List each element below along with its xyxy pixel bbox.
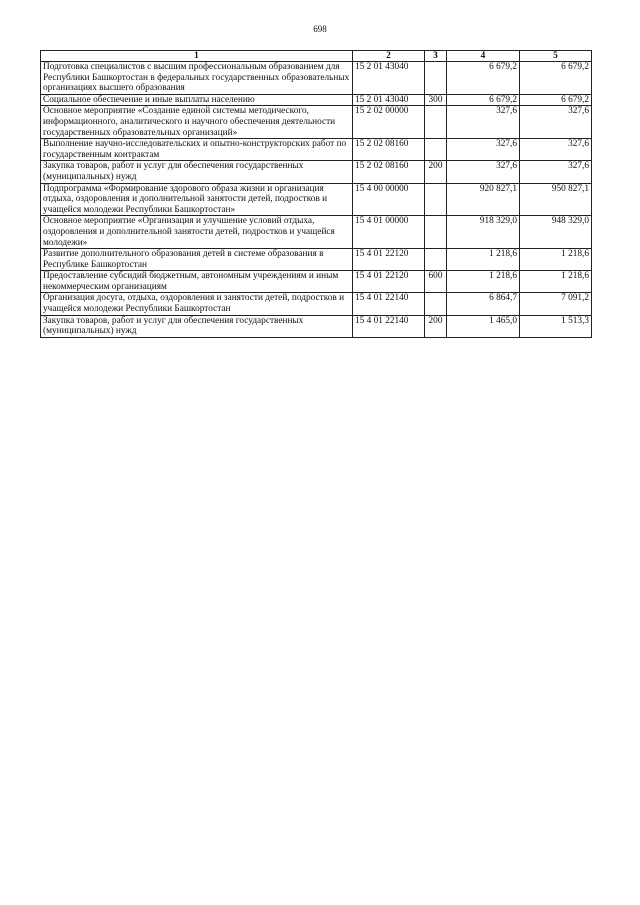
row-kvr-cell [425, 62, 447, 95]
row-value-col4: 6 679,2 [447, 62, 520, 95]
row-name-cell: Основное мероприятие «Создание единой системы методического, информационного, аналитического и научного обеспечения деятельности государственных образовательных организаций» [41, 106, 353, 139]
table-row [41, 62, 592, 95]
row-code-cell: 15 2 02 08160 [353, 139, 425, 161]
row-code-cell: 15 4 01 22120 [353, 249, 425, 271]
row-name-cell: Выполнение научно-исследовательских и опытно-конструкторских работ по государственным контрактам [41, 139, 353, 161]
row-kvr-cell [425, 183, 447, 216]
row-name-cell: Закупка товаров, работ и услуг для обеспечения государственных (муниципальных) нужд [41, 161, 353, 183]
table-row [41, 139, 592, 161]
row-name-cell: Развитие дополнительного образования детей в системе образования в Республике Башкортостан [41, 249, 353, 271]
row-value-col5: 327,6 [520, 106, 592, 139]
header-col-1: 1 [41, 51, 353, 62]
row-value-col5: 6 679,2 [520, 62, 592, 95]
row-value-col4: 1 465,0 [447, 315, 520, 337]
row-value-col5: 327,6 [520, 139, 592, 161]
row-kvr-cell [425, 139, 447, 161]
row-name-cell: Предоставление субсидий бюджетным, автономным учреждениям и иным некоммерческим организациям [41, 271, 353, 293]
row-code-cell: 15 2 02 08160 [353, 161, 425, 183]
row-value-col4: 327,6 [447, 139, 520, 161]
row-code-cell: 15 4 01 22140 [353, 315, 425, 337]
table-row [41, 94, 592, 106]
row-kvr-cell [425, 216, 447, 249]
row-value-col5: 950 827,1 [520, 183, 592, 216]
table-row [41, 183, 592, 216]
row-kvr-cell: 200 [425, 315, 447, 337]
table-body [41, 62, 592, 338]
row-name-cell: Подпрограмма «Формирование здорового образа жизни и организация отдыха, оздоровления и дополнительной занятости детей, подростков и учащейся молодежи Республики Башкортостан» [41, 183, 353, 216]
row-kvr-cell: 300 [425, 94, 447, 106]
row-code-cell: 15 2 01 43040 [353, 94, 425, 106]
table-row [41, 293, 592, 315]
row-name-cell: Организация досуга, отдыха, оздоровления и занятости детей, подростков и учащейся молодежи Республики Башкортостан [41, 293, 353, 315]
row-value-col4: 6 864,7 [447, 293, 520, 315]
row-kvr-cell: 600 [425, 271, 447, 293]
row-value-col4: 327,6 [447, 106, 520, 139]
table-row [41, 271, 592, 293]
row-value-col4: 918 329,0 [447, 216, 520, 249]
row-name-cell: Социальное обеспечение и иные выплаты населению [41, 94, 353, 106]
row-value-col5: 1 513,3 [520, 315, 592, 337]
row-value-col4: 327,6 [447, 161, 520, 183]
row-name-cell: Основное мероприятие «Организация и улучшение условий отдыха, оздоровления и дополнительной занятости детей, подростков и учащейся молодежи» [41, 216, 353, 249]
table-row [41, 106, 592, 139]
row-value-col4: 920 827,1 [447, 183, 520, 216]
row-kvr-cell [425, 293, 447, 315]
row-kvr-cell [425, 249, 447, 271]
row-code-cell: 15 2 01 43040 [353, 62, 425, 95]
row-value-col5: 948 329,0 [520, 216, 592, 249]
header-col-4: 4 [447, 51, 520, 62]
table-row [41, 249, 592, 271]
row-value-col5: 1 218,6 [520, 249, 592, 271]
table-row [41, 315, 592, 337]
header-col-3: 3 [425, 51, 447, 62]
row-value-col4: 1 218,6 [447, 249, 520, 271]
row-kvr-cell [425, 106, 447, 139]
table-row [41, 161, 592, 183]
budget-table [40, 50, 592, 338]
row-value-col4: 1 218,6 [447, 271, 520, 293]
row-value-col5: 1 218,6 [520, 271, 592, 293]
row-name-cell: Закупка товаров, работ и услуг для обеспечения государственных (муниципальных) нужд [41, 315, 353, 337]
header-row [41, 51, 592, 62]
table-header [41, 51, 592, 62]
row-value-col4: 6 679,2 [447, 94, 520, 106]
row-value-col5: 6 679,2 [520, 94, 592, 106]
row-code-cell: 15 4 01 22140 [353, 293, 425, 315]
table-row [41, 216, 592, 249]
row-name-cell: Подготовка специалистов с высшим профессиональным образованием для Республики Башкортостан в федеральных государственных образовательных организациях высшего образования [41, 62, 353, 95]
row-kvr-cell: 200 [425, 161, 447, 183]
row-code-cell: 15 4 01 22120 [353, 271, 425, 293]
header-col-2: 2 [353, 51, 425, 62]
row-value-col5: 327,6 [520, 161, 592, 183]
row-code-cell: 15 4 00 00000 [353, 183, 425, 216]
row-code-cell: 15 4 01 00000 [353, 216, 425, 249]
page-number: 698 [313, 24, 327, 34]
row-code-cell: 15 2 02 00000 [353, 106, 425, 139]
row-value-col5: 7 091,2 [520, 293, 592, 315]
header-col-5: 5 [520, 51, 592, 62]
